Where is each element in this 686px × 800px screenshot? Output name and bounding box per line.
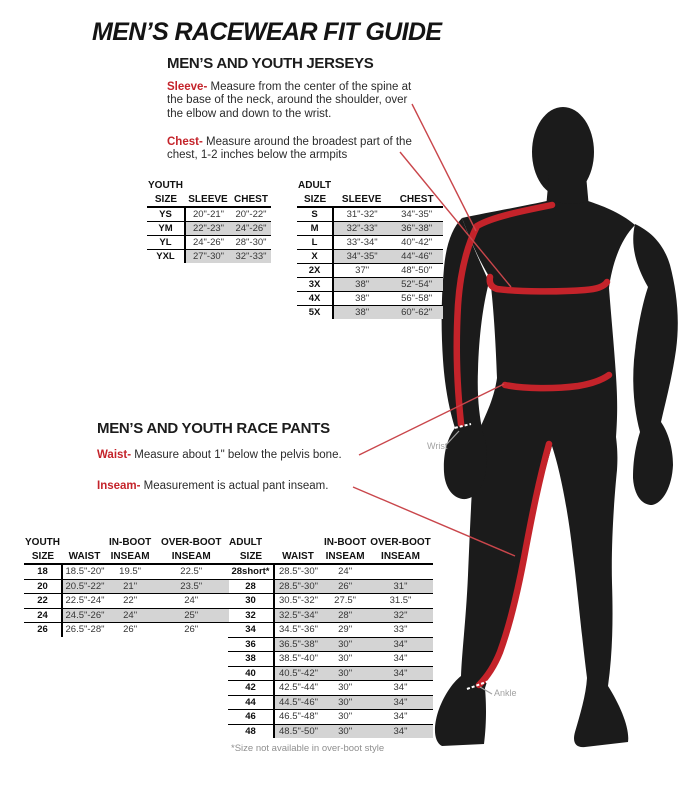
value-cell: 19.5"	[107, 564, 153, 579]
table-row	[228, 681, 433, 696]
value-cell: 22"-23"	[185, 222, 231, 236]
value-cell: 24"-26"	[185, 236, 231, 250]
column-header: INSEAM	[107, 549, 153, 564]
table-row	[228, 666, 433, 681]
table-row	[228, 695, 433, 710]
size-cell: 32	[228, 608, 274, 623]
value-cell: 34"	[368, 666, 433, 681]
value-cell: 34"-35"	[390, 207, 443, 222]
value-cell: 34"	[368, 637, 433, 652]
column-group-header	[274, 535, 322, 549]
value-cell: 18.5"-20"	[62, 564, 107, 579]
value-cell: 38"	[333, 306, 390, 320]
column-header: CHEST	[231, 192, 271, 207]
size-cell: 30	[228, 594, 274, 609]
size-cell: 20	[24, 579, 62, 594]
value-cell: 30"	[322, 710, 368, 725]
size-cell: YS	[147, 207, 185, 222]
table-row	[228, 652, 433, 667]
column-group-header: IN-BOOT	[109, 537, 152, 548]
value-cell: 31"	[368, 579, 433, 594]
column-header: SIZE	[228, 549, 274, 564]
table-row	[24, 623, 229, 637]
table-row	[24, 564, 229, 579]
value-cell: 24"	[153, 594, 229, 609]
column-header: SIZE	[147, 192, 185, 207]
value-cell: 32"-33"	[231, 250, 271, 264]
value-cell: 40.5"-42"	[274, 666, 322, 681]
value-cell: 36"-38"	[390, 222, 443, 236]
column-group-header: IN-BOOT	[324, 537, 367, 548]
value-cell: 26"	[184, 624, 199, 636]
column-header: INSEAM	[153, 549, 229, 564]
column-group-header: OVER-BOOT	[370, 537, 431, 548]
size-cell: 4X	[297, 292, 333, 306]
column-header: SLEEVE	[333, 192, 390, 207]
column-header: WAIST	[274, 549, 322, 564]
value-cell: 48.5"-50"	[274, 724, 322, 738]
value-cell: 28.5"-30"	[274, 579, 322, 594]
size-cell: YXL	[147, 250, 185, 264]
silhouette-right-arm	[633, 224, 678, 505]
size-cell: 48	[228, 724, 274, 738]
value-cell: 20"-21"	[185, 207, 231, 222]
table-row	[297, 207, 443, 222]
table-row	[228, 564, 433, 579]
column-group-header	[231, 178, 271, 192]
value-cell: 30"	[322, 695, 368, 710]
size-cell: 44	[228, 695, 274, 710]
adult-pants-size-table	[228, 535, 433, 738]
column-group-header	[62, 535, 107, 549]
value-cell: 26"	[322, 579, 368, 594]
column-group-header: ADULT	[298, 180, 332, 191]
table-row	[147, 207, 271, 222]
value-cell: 23.5"	[153, 579, 229, 594]
column-header: INSEAM	[322, 549, 368, 564]
value-cell: 31"-32"	[333, 207, 390, 222]
value-cell: 28.5"-30"	[274, 564, 322, 579]
size-cell: 34	[228, 623, 274, 638]
value-cell: 24.5"-26"	[62, 608, 107, 623]
value-cell: 56"-58"	[390, 292, 443, 306]
column-group-header	[333, 178, 390, 192]
column-group-header	[390, 178, 443, 192]
table-row	[228, 594, 433, 609]
value-cell: 46.5"-48"	[274, 710, 322, 725]
value-cell: 20.5"-22"	[62, 579, 107, 594]
column-header: SIZE	[297, 192, 333, 207]
size-cell: L	[297, 236, 333, 250]
size-cell: 3X	[297, 278, 333, 292]
table-row	[228, 710, 433, 725]
column-group-header: YOUTH	[25, 537, 60, 548]
value-cell: 34.5"-36"	[274, 623, 322, 638]
value-cell: 40"-42"	[390, 236, 443, 250]
page-title: MEN’S RACEWEAR FIT GUIDE	[92, 18, 442, 46]
value-cell: 33"-34"	[333, 236, 390, 250]
value-cell: 27.5"	[322, 594, 368, 609]
value-cell: 42.5"-44"	[274, 681, 322, 696]
table-row	[24, 579, 229, 594]
value-cell: 34"	[368, 681, 433, 696]
youth-pants-size-table	[24, 535, 229, 637]
jerseys-heading: MEN’S AND YOUTH JERSEYS	[167, 55, 374, 72]
value-cell: 30"	[322, 666, 368, 681]
table-row	[147, 250, 271, 264]
value-cell: 34"	[368, 710, 433, 725]
value-cell: 38"	[333, 278, 390, 292]
adult-jersey-size-table	[297, 178, 443, 319]
table-row	[147, 236, 271, 250]
value-cell: 30"	[322, 637, 368, 652]
value-cell: 20"-22"	[231, 207, 271, 222]
table-row	[297, 236, 443, 250]
value-cell: 30"	[322, 652, 368, 667]
table-row	[297, 222, 443, 236]
inseam-instruction-text: Measurement is actual pant inseam.	[143, 480, 329, 492]
value-cell: 29"	[322, 623, 368, 638]
table-row	[228, 724, 433, 738]
waist-instruction-text: Measure about 1" below the pelvis bone.	[134, 449, 342, 461]
pants-heading: MEN’S AND YOUTH RACE PANTS	[97, 420, 330, 437]
column-header: CHEST	[390, 192, 443, 207]
footnote: *Size not available in over-boot style	[231, 743, 385, 754]
table-row	[147, 222, 271, 236]
chest-instruction-label: Chest-	[167, 136, 203, 148]
column-header: INSEAM	[368, 549, 433, 564]
value-cell: 28"	[322, 608, 368, 623]
size-cell: 42	[228, 681, 274, 696]
value-cell: 24"	[322, 564, 368, 579]
value-cell: 26"	[123, 624, 138, 636]
chest-instruction	[167, 136, 412, 163]
column-header: WAIST	[62, 549, 107, 564]
size-cell: 5X	[297, 306, 333, 320]
value-cell: 34"	[368, 652, 433, 667]
value-cell: 32"-33"	[333, 222, 390, 236]
column-header: SLEEVE	[185, 192, 231, 207]
value-cell: 30"	[322, 724, 368, 738]
size-cell: YM	[147, 222, 185, 236]
value-cell: 22.5"	[153, 564, 229, 579]
ankle-label: Ankle	[494, 688, 517, 698]
size-cell: 36	[228, 637, 274, 652]
column-group-header: OVER-BOOT	[160, 537, 222, 548]
size-cell: 38	[228, 652, 274, 667]
value-cell: 52"-54"	[390, 278, 443, 292]
size-cell: YL	[147, 236, 185, 250]
size-cell: 18	[24, 564, 62, 579]
size-cell: 28short*	[228, 564, 274, 579]
wrist-label: Wrist	[427, 441, 448, 451]
table-row	[297, 278, 443, 292]
sleeve-instruction-label: Sleeve-	[167, 81, 208, 93]
table-row	[228, 623, 433, 638]
youth-jersey-size-table	[147, 178, 271, 263]
male-silhouette	[435, 107, 678, 747]
value-cell: 26.5"-28"	[65, 624, 105, 636]
size-cell: S	[297, 207, 333, 222]
value-cell: 34"-35"	[333, 250, 390, 264]
size-cell: 28	[228, 579, 274, 594]
value-cell: 36.5"-38"	[274, 637, 322, 652]
table-row	[24, 594, 229, 609]
column-header: SIZE	[24, 549, 62, 564]
value-cell: 33"	[368, 623, 433, 638]
size-cell: M	[297, 222, 333, 236]
value-cell: 32"	[368, 608, 433, 623]
table-row	[297, 264, 443, 278]
value-cell: 30"	[322, 681, 368, 696]
value-cell: 24"-26"	[231, 222, 271, 236]
column-group-header	[185, 178, 231, 192]
value-cell: 48"-50"	[390, 264, 443, 278]
value-cell: 21"	[107, 579, 153, 594]
value-cell: 28"-30"	[231, 236, 271, 250]
size-cell: 46	[228, 710, 274, 725]
value-cell: 27"-30"	[185, 250, 231, 264]
value-cell: 38.5"-40"	[274, 652, 322, 667]
chest-instruction-text: Measure around the broadest part of the chest, 1-2 inches below the armpits	[167, 136, 412, 162]
value-cell: 25"	[153, 608, 229, 623]
value-cell	[368, 564, 433, 579]
table-row	[228, 608, 433, 623]
size-cell: X	[297, 250, 333, 264]
table-row	[297, 292, 443, 306]
sleeve-instruction	[167, 81, 417, 121]
value-cell: 37"	[333, 264, 390, 278]
value-cell: 24"	[107, 608, 153, 623]
column-group-header: ADULT	[229, 537, 263, 548]
value-cell: 31.5"	[368, 594, 433, 609]
sleeve-instruction-text: Measure from the center of the spine at the base of the neck, around the shoulder, over the elbow and down to the wrist.	[167, 81, 412, 120]
table-row	[297, 306, 443, 320]
value-cell: 34"	[368, 695, 433, 710]
value-cell: 30.5"-32"	[274, 594, 322, 609]
value-cell: 22.5"-24"	[62, 594, 107, 609]
table-row	[24, 608, 229, 623]
value-cell: 22"	[107, 594, 153, 609]
inseam-instruction	[97, 480, 328, 493]
table-row	[228, 637, 433, 652]
table-row	[297, 250, 443, 264]
value-cell: 32.5"-34"	[274, 608, 322, 623]
size-cell: 40	[228, 666, 274, 681]
waist-instruction-label: Waist-	[97, 449, 132, 461]
inseam-instruction-label: Inseam-	[97, 480, 141, 492]
size-cell: 26	[24, 623, 62, 637]
value-cell: 34"	[368, 724, 433, 738]
value-cell: 44.5"-46"	[274, 695, 322, 710]
value-cell: 60"-62"	[390, 306, 443, 320]
size-cell: 22	[24, 594, 62, 609]
value-cell: 44"-46"	[390, 250, 443, 264]
table-row	[228, 579, 433, 594]
size-cell: 24	[24, 608, 62, 623]
waist-instruction	[97, 449, 342, 462]
value-cell: 38"	[333, 292, 390, 306]
size-cell: 2X	[297, 264, 333, 278]
column-group-header: YOUTH	[148, 180, 183, 191]
